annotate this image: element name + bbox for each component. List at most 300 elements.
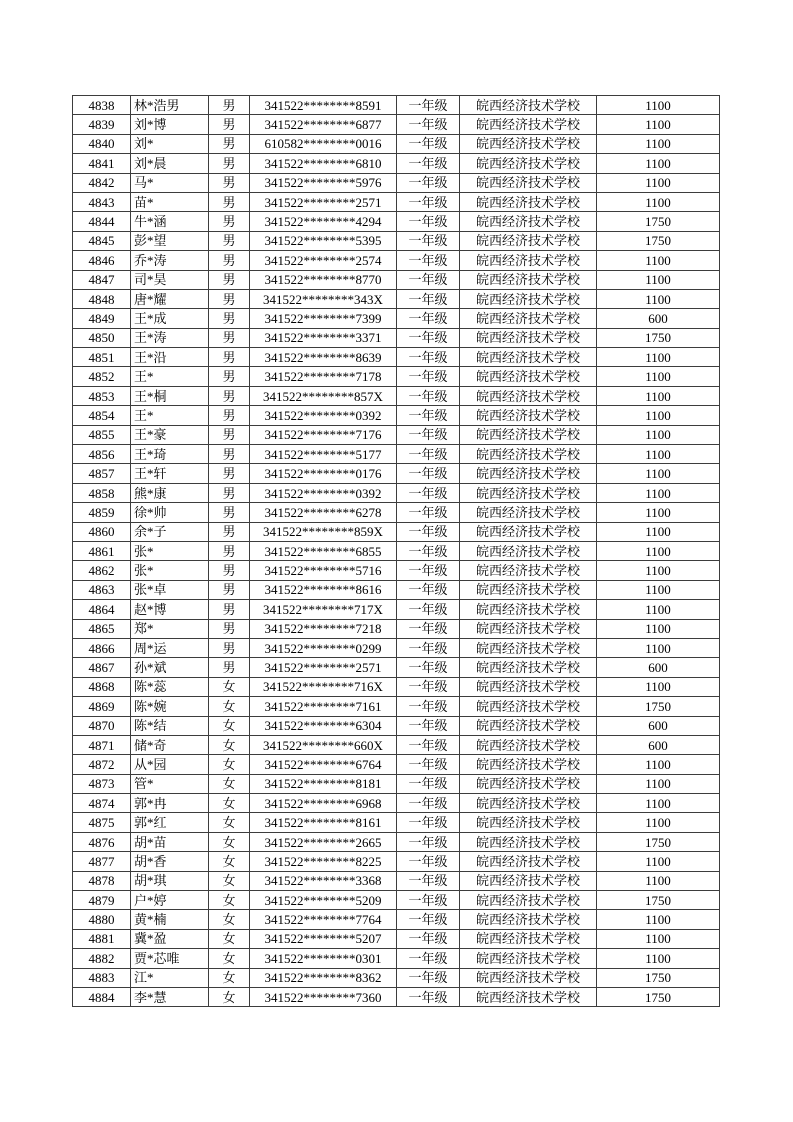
cell-seq: 4883 (73, 968, 131, 987)
cell-seq: 4839 (73, 115, 131, 134)
cell-name: 余*子 (131, 522, 209, 541)
cell-gender: 女 (209, 832, 250, 851)
cell-id-number: 341522********5716 (250, 561, 397, 580)
cell-school: 皖西经济技术学校 (460, 929, 597, 948)
table-row (73, 348, 720, 367)
cell-school: 皖西经济技术学校 (460, 774, 597, 793)
cell-seq: 4870 (73, 716, 131, 735)
cell-grade: 一年级 (397, 871, 460, 890)
cell-seq: 4874 (73, 794, 131, 813)
table-row (73, 464, 720, 483)
cell-school: 皖西经济技术学校 (460, 328, 597, 347)
cell-id-number: 341522********0392 (250, 483, 397, 502)
cell-id-number: 341522********8161 (250, 813, 397, 832)
table-row (73, 483, 720, 502)
table-row (73, 115, 720, 134)
cell-name: 周*运 (131, 638, 209, 657)
cell-school: 皖西经济技术学校 (460, 813, 597, 832)
cell-gender: 男 (209, 503, 250, 522)
cell-school: 皖西经济技术学校 (460, 716, 597, 735)
cell-seq: 4879 (73, 891, 131, 910)
cell-school: 皖西经济技术学校 (460, 154, 597, 173)
cell-gender: 女 (209, 774, 250, 793)
cell-seq: 4855 (73, 425, 131, 444)
cell-school: 皖西经济技术学校 (460, 173, 597, 192)
cell-seq: 4864 (73, 600, 131, 619)
table-row (73, 386, 720, 405)
cell-name: 王*豪 (131, 425, 209, 444)
cell-school: 皖西经济技术学校 (460, 212, 597, 231)
cell-school: 皖西经济技术学校 (460, 464, 597, 483)
cell-grade: 一年级 (397, 309, 460, 328)
cell-seq: 4868 (73, 677, 131, 696)
cell-seq: 4852 (73, 367, 131, 386)
cell-id-number: 341522********8362 (250, 968, 397, 987)
table-row (73, 541, 720, 560)
cell-id-number: 341522********4294 (250, 212, 397, 231)
cell-name: 刘* (131, 134, 209, 153)
table-row (73, 445, 720, 464)
cell-id-number: 341522********717X (250, 600, 397, 619)
cell-school: 皖西经济技术学校 (460, 96, 597, 115)
table-row (73, 328, 720, 347)
cell-name: 管* (131, 774, 209, 793)
cell-grade: 一年级 (397, 658, 460, 677)
cell-seq: 4859 (73, 503, 131, 522)
cell-seq: 4844 (73, 212, 131, 231)
cell-grade: 一年级 (397, 134, 460, 153)
cell-amount: 1100 (597, 154, 720, 173)
table-row (73, 600, 720, 619)
cell-grade: 一年级 (397, 987, 460, 1006)
cell-school: 皖西经济技术学校 (460, 871, 597, 890)
cell-name: 郑* (131, 619, 209, 638)
cell-school: 皖西经济技术学校 (460, 367, 597, 386)
cell-grade: 一年级 (397, 697, 460, 716)
table-row (73, 697, 720, 716)
table-row (73, 231, 720, 250)
cell-school: 皖西经济技术学校 (460, 348, 597, 367)
cell-grade: 一年级 (397, 619, 460, 638)
cell-grade: 一年级 (397, 445, 460, 464)
cell-seq: 4851 (73, 348, 131, 367)
cell-gender: 男 (209, 154, 250, 173)
cell-id-number: 341522********6304 (250, 716, 397, 735)
cell-seq: 4872 (73, 755, 131, 774)
cell-gender: 男 (209, 619, 250, 638)
cell-gender: 男 (209, 173, 250, 192)
cell-grade: 一年级 (397, 716, 460, 735)
cell-name: 牛*涵 (131, 212, 209, 231)
cell-name: 张* (131, 541, 209, 560)
cell-id-number: 341522********8639 (250, 348, 397, 367)
cell-gender: 男 (209, 445, 250, 464)
cell-name: 刘*博 (131, 115, 209, 134)
cell-school: 皖西经济技术学校 (460, 115, 597, 134)
cell-gender: 男 (209, 522, 250, 541)
cell-amount: 1100 (597, 289, 720, 308)
cell-amount: 1100 (597, 270, 720, 289)
table-row (73, 968, 720, 987)
cell-seq: 4854 (73, 406, 131, 425)
cell-amount: 1750 (597, 212, 720, 231)
cell-id-number: 341522********2571 (250, 658, 397, 677)
cell-amount: 1100 (597, 96, 720, 115)
cell-amount: 1750 (597, 328, 720, 347)
table-row (73, 522, 720, 541)
table-row (73, 270, 720, 289)
cell-id-number: 341522********5209 (250, 891, 397, 910)
cell-grade: 一年级 (397, 96, 460, 115)
table-row (73, 309, 720, 328)
cell-name: 赵*博 (131, 600, 209, 619)
cell-school: 皖西经济技术学校 (460, 735, 597, 754)
cell-gender: 男 (209, 328, 250, 347)
cell-seq: 4865 (73, 619, 131, 638)
cell-id-number: 341522********859X (250, 522, 397, 541)
cell-seq: 4862 (73, 561, 131, 580)
cell-id-number: 341522********7176 (250, 425, 397, 444)
cell-seq: 4869 (73, 697, 131, 716)
cell-amount: 1750 (597, 987, 720, 1006)
cell-gender: 男 (209, 541, 250, 560)
cell-seq: 4880 (73, 910, 131, 929)
table-row (73, 794, 720, 813)
cell-school: 皖西经济技术学校 (460, 619, 597, 638)
cell-school: 皖西经济技术学校 (460, 251, 597, 270)
cell-grade: 一年级 (397, 425, 460, 444)
cell-seq: 4860 (73, 522, 131, 541)
cell-amount: 1100 (597, 348, 720, 367)
cell-gender: 男 (209, 406, 250, 425)
cell-amount: 1100 (597, 134, 720, 153)
cell-gender: 男 (209, 134, 250, 153)
cell-grade: 一年级 (397, 251, 460, 270)
cell-name: 江* (131, 968, 209, 987)
cell-amount: 600 (597, 309, 720, 328)
cell-name: 彭*望 (131, 231, 209, 250)
cell-grade: 一年级 (397, 852, 460, 871)
table-row (73, 154, 720, 173)
cell-gender: 男 (209, 115, 250, 134)
cell-seq: 4873 (73, 774, 131, 793)
cell-name: 张* (131, 561, 209, 580)
cell-school: 皖西经济技术学校 (460, 910, 597, 929)
cell-grade: 一年级 (397, 735, 460, 754)
cell-name: 马* (131, 173, 209, 192)
cell-name: 熊*康 (131, 483, 209, 502)
cell-seq: 4875 (73, 813, 131, 832)
cell-seq: 4840 (73, 134, 131, 153)
cell-id-number: 341522********7764 (250, 910, 397, 929)
cell-school: 皖西经济技术学校 (460, 638, 597, 657)
cell-amount: 1100 (597, 251, 720, 270)
cell-gender: 女 (209, 677, 250, 696)
cell-amount: 1750 (597, 697, 720, 716)
cell-amount: 1100 (597, 852, 720, 871)
cell-gender: 女 (209, 929, 250, 948)
cell-grade: 一年级 (397, 774, 460, 793)
cell-id-number: 341522********6968 (250, 794, 397, 813)
cell-id-number: 341522********8225 (250, 852, 397, 871)
student-subsidy-table (72, 95, 720, 1007)
cell-gender: 男 (209, 561, 250, 580)
cell-grade: 一年级 (397, 367, 460, 386)
cell-gender: 女 (209, 852, 250, 871)
table-row (73, 987, 720, 1006)
cell-gender: 男 (209, 483, 250, 502)
cell-name: 司*昊 (131, 270, 209, 289)
cell-name: 陈*蕊 (131, 677, 209, 696)
cell-grade: 一年级 (397, 503, 460, 522)
cell-name: 胡*香 (131, 852, 209, 871)
cell-grade: 一年级 (397, 192, 460, 211)
cell-grade: 一年级 (397, 929, 460, 948)
cell-school: 皖西经济技术学校 (460, 697, 597, 716)
table-row (73, 619, 720, 638)
cell-name: 储*奇 (131, 735, 209, 754)
cell-school: 皖西经济技术学校 (460, 309, 597, 328)
cell-school: 皖西经济技术学校 (460, 270, 597, 289)
cell-school: 皖西经济技术学校 (460, 968, 597, 987)
cell-seq: 4878 (73, 871, 131, 890)
cell-amount: 1100 (597, 580, 720, 599)
cell-gender: 男 (209, 309, 250, 328)
cell-name: 王*琦 (131, 445, 209, 464)
cell-gender: 女 (209, 813, 250, 832)
cell-grade: 一年级 (397, 600, 460, 619)
cell-gender: 男 (209, 96, 250, 115)
cell-amount: 1100 (597, 522, 720, 541)
cell-seq: 4856 (73, 445, 131, 464)
table-row (73, 367, 720, 386)
cell-gender: 女 (209, 910, 250, 929)
cell-seq: 4850 (73, 328, 131, 347)
cell-gender: 男 (209, 289, 250, 308)
cell-id-number: 341522********8181 (250, 774, 397, 793)
cell-seq: 4843 (73, 192, 131, 211)
cell-id-number: 341522********7178 (250, 367, 397, 386)
cell-name: 乔*涛 (131, 251, 209, 270)
table-row (73, 425, 720, 444)
cell-school: 皖西经济技术学校 (460, 134, 597, 153)
cell-name: 王*桐 (131, 386, 209, 405)
cell-amount: 1100 (597, 929, 720, 948)
table-row (73, 949, 720, 968)
cell-name: 孙*斌 (131, 658, 209, 677)
cell-seq: 4866 (73, 638, 131, 657)
table-row (73, 212, 720, 231)
cell-grade: 一年级 (397, 891, 460, 910)
cell-amount: 1100 (597, 600, 720, 619)
cell-id-number: 341522********5976 (250, 173, 397, 192)
cell-id-number: 341522********2571 (250, 192, 397, 211)
cell-gender: 男 (209, 600, 250, 619)
cell-id-number: 341522********8616 (250, 580, 397, 599)
cell-id-number: 341522********5177 (250, 445, 397, 464)
cell-gender: 女 (209, 716, 250, 735)
cell-amount: 1100 (597, 386, 720, 405)
table-row (73, 173, 720, 192)
cell-amount: 1100 (597, 425, 720, 444)
cell-gender: 男 (209, 367, 250, 386)
cell-school: 皖西经济技术学校 (460, 483, 597, 502)
cell-grade: 一年级 (397, 154, 460, 173)
cell-id-number: 341522********0176 (250, 464, 397, 483)
table-row (73, 852, 720, 871)
cell-seq: 4849 (73, 309, 131, 328)
cell-seq: 4882 (73, 949, 131, 968)
cell-seq: 4842 (73, 173, 131, 192)
cell-grade: 一年级 (397, 406, 460, 425)
cell-school: 皖西经济技术学校 (460, 522, 597, 541)
cell-grade: 一年级 (397, 115, 460, 134)
cell-amount: 600 (597, 735, 720, 754)
cell-id-number: 341522********0299 (250, 638, 397, 657)
cell-seq: 4847 (73, 270, 131, 289)
cell-id-number: 341522********343X (250, 289, 397, 308)
cell-seq: 4846 (73, 251, 131, 270)
cell-grade: 一年级 (397, 289, 460, 308)
cell-name: 王*轩 (131, 464, 209, 483)
cell-gender: 男 (209, 386, 250, 405)
cell-name: 林*浩男 (131, 96, 209, 115)
cell-id-number: 341522********3368 (250, 871, 397, 890)
cell-grade: 一年级 (397, 328, 460, 347)
cell-amount: 1100 (597, 774, 720, 793)
cell-name: 黄*楠 (131, 910, 209, 929)
cell-name: 户*婷 (131, 891, 209, 910)
cell-amount: 1750 (597, 832, 720, 851)
cell-amount: 1100 (597, 910, 720, 929)
table-row (73, 406, 720, 425)
cell-grade: 一年级 (397, 949, 460, 968)
cell-school: 皖西经济技术学校 (460, 891, 597, 910)
cell-seq: 4863 (73, 580, 131, 599)
cell-name: 王*成 (131, 309, 209, 328)
table-row (73, 929, 720, 948)
cell-amount: 1100 (597, 949, 720, 968)
cell-grade: 一年级 (397, 638, 460, 657)
cell-name: 王*沿 (131, 348, 209, 367)
cell-seq: 4841 (73, 154, 131, 173)
cell-school: 皖西经济技术学校 (460, 386, 597, 405)
cell-id-number: 341522********5207 (250, 929, 397, 948)
cell-grade: 一年级 (397, 755, 460, 774)
cell-grade: 一年级 (397, 483, 460, 502)
table-row (73, 96, 720, 115)
cell-grade: 一年级 (397, 580, 460, 599)
cell-amount: 1750 (597, 231, 720, 250)
cell-id-number: 341522********0392 (250, 406, 397, 425)
cell-grade: 一年级 (397, 386, 460, 405)
cell-seq: 4876 (73, 832, 131, 851)
cell-amount: 600 (597, 716, 720, 735)
cell-gender: 男 (209, 251, 250, 270)
cell-school: 皖西经济技术学校 (460, 832, 597, 851)
table-row (73, 251, 720, 270)
cell-name: 从*园 (131, 755, 209, 774)
cell-gender: 男 (209, 231, 250, 250)
cell-amount: 1100 (597, 677, 720, 696)
table-row (73, 716, 720, 735)
cell-name: 胡*苗 (131, 832, 209, 851)
cell-id-number: 341522********8591 (250, 96, 397, 115)
cell-gender: 男 (209, 638, 250, 657)
table-row (73, 134, 720, 153)
table-row (73, 677, 720, 696)
table-row (73, 580, 720, 599)
cell-school: 皖西经济技术学校 (460, 852, 597, 871)
cell-amount: 1750 (597, 968, 720, 987)
cell-gender: 男 (209, 212, 250, 231)
cell-school: 皖西经济技术学校 (460, 289, 597, 308)
cell-grade: 一年级 (397, 212, 460, 231)
cell-school: 皖西经济技术学校 (460, 503, 597, 522)
cell-name: 郭*冉 (131, 794, 209, 813)
cell-grade: 一年级 (397, 677, 460, 696)
cell-grade: 一年级 (397, 173, 460, 192)
cell-name: 陈*结 (131, 716, 209, 735)
cell-gender: 男 (209, 270, 250, 289)
table-row (73, 891, 720, 910)
cell-grade: 一年级 (397, 968, 460, 987)
cell-id-number: 341522********6278 (250, 503, 397, 522)
cell-amount: 1100 (597, 794, 720, 813)
cell-school: 皖西经济技术学校 (460, 406, 597, 425)
cell-name: 徐*帅 (131, 503, 209, 522)
cell-id-number: 341522********2574 (250, 251, 397, 270)
cell-school: 皖西经济技术学校 (460, 561, 597, 580)
table-row (73, 561, 720, 580)
cell-id-number: 341522********8770 (250, 270, 397, 289)
cell-id-number: 341522********5395 (250, 231, 397, 250)
cell-seq: 4848 (73, 289, 131, 308)
cell-school: 皖西经济技术学校 (460, 425, 597, 444)
cell-gender: 男 (209, 192, 250, 211)
cell-grade: 一年级 (397, 231, 460, 250)
cell-seq: 4884 (73, 987, 131, 1006)
table-row (73, 774, 720, 793)
cell-grade: 一年级 (397, 522, 460, 541)
table-row (73, 910, 720, 929)
cell-school: 皖西经济技术学校 (460, 677, 597, 696)
cell-amount: 1100 (597, 115, 720, 134)
cell-amount: 1100 (597, 813, 720, 832)
cell-gender: 男 (209, 425, 250, 444)
table-row (73, 871, 720, 890)
cell-name: 王* (131, 406, 209, 425)
cell-grade: 一年级 (397, 832, 460, 851)
cell-name: 胡*琪 (131, 871, 209, 890)
cell-school: 皖西经济技术学校 (460, 600, 597, 619)
cell-amount: 1100 (597, 173, 720, 192)
cell-gender: 女 (209, 735, 250, 754)
table-row (73, 192, 720, 211)
cell-id-number: 341522********2665 (250, 832, 397, 851)
cell-seq: 4871 (73, 735, 131, 754)
cell-seq: 4881 (73, 929, 131, 948)
cell-school: 皖西经济技术学校 (460, 541, 597, 560)
cell-grade: 一年级 (397, 561, 460, 580)
cell-gender: 女 (209, 755, 250, 774)
table-row (73, 735, 720, 754)
cell-seq: 4853 (73, 386, 131, 405)
cell-id-number: 341522********6855 (250, 541, 397, 560)
cell-gender: 女 (209, 987, 250, 1006)
cell-amount: 1100 (597, 192, 720, 211)
cell-grade: 一年级 (397, 910, 460, 929)
